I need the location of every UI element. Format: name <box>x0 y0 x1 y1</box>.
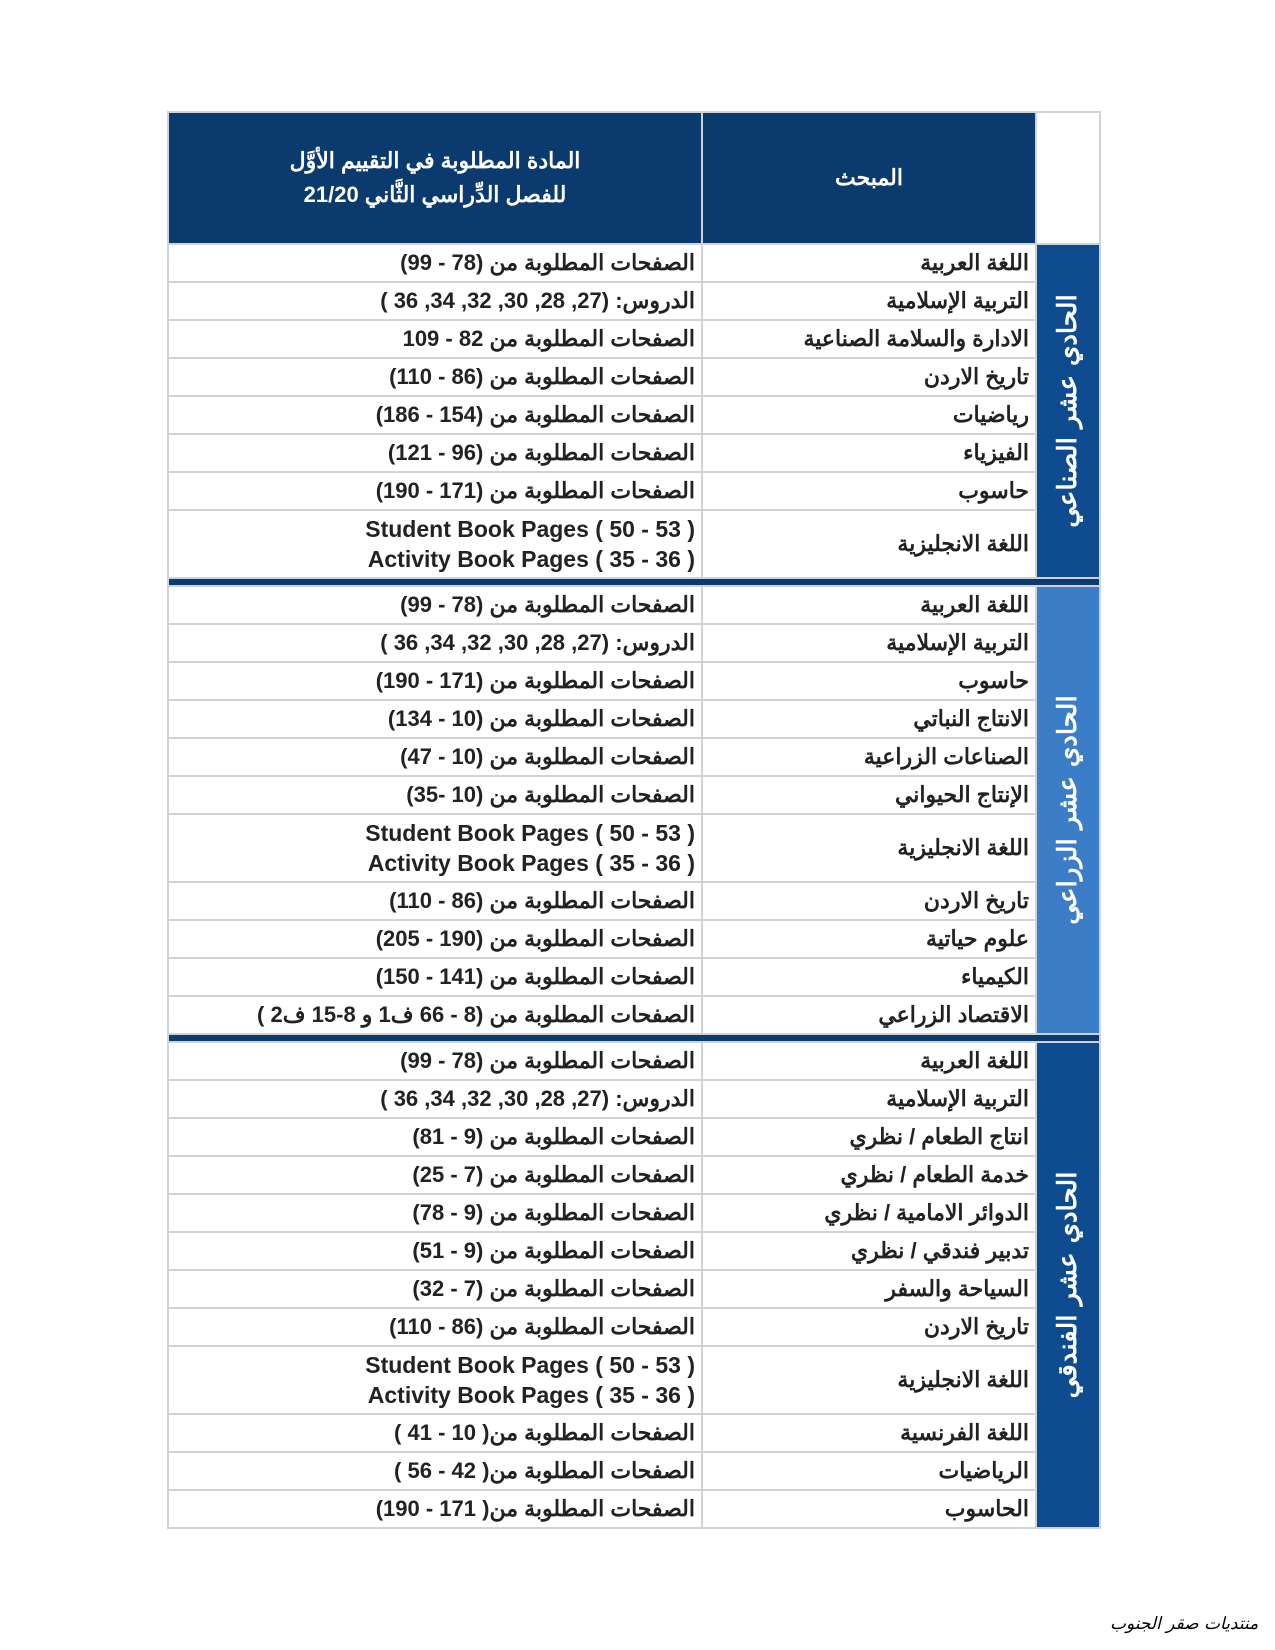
content-cell: الصفحات المطلوبة من (171 - 190) <box>168 472 702 510</box>
content-cell: الصفحات المطلوبة من (86 - 110) <box>168 1308 702 1346</box>
content-cell: الصفحات المطلوبة من (9 - 81) <box>168 1118 702 1156</box>
subject-cell: حاسوب <box>702 662 1036 700</box>
grade-group-cell <box>1036 586 1100 1034</box>
content-cell: الصفحات المطلوبة من (154 - 186) <box>168 396 702 434</box>
content-cell: الدروس: (27, 28, 30, 32, 34, 36 ) <box>168 624 702 662</box>
subject-cell: الكيمياء <box>702 958 1036 996</box>
grade-group-label: الحادي عشر الصناعي <box>1053 294 1083 528</box>
content-cell: الصفحات المطلوبة من (9 - 78) <box>168 1194 702 1232</box>
content-cell: الصفحات المطلوبة من (9 - 51) <box>168 1232 702 1270</box>
grade-group-label: الحادي عشر الفندقي <box>1053 1171 1083 1399</box>
subject-cell: الحاسوب <box>702 1490 1036 1528</box>
content-cell: الصفحات المطلوبة من (190 - 205) <box>168 920 702 958</box>
grade-group-cell <box>1036 1042 1100 1528</box>
table-row <box>168 1156 1100 1194</box>
table-row <box>168 996 1100 1034</box>
content-cell <box>168 510 702 578</box>
header-content-line1: المادة المطلوبة في التقييم الأوَّل <box>289 148 581 173</box>
table-row <box>168 1194 1100 1232</box>
table-row <box>168 1346 1100 1414</box>
table-row <box>168 920 1100 958</box>
english-pages-line: Student Book Pages ( 50 - 53 ) <box>365 516 695 542</box>
subject-cell: رياضيات <box>702 396 1036 434</box>
content-cell <box>168 1346 702 1414</box>
subject-cell: انتاج الطعام / نظري <box>702 1118 1036 1156</box>
subject-cell: تاريخ الاردن <box>702 1308 1036 1346</box>
english-pages-line: Student Book Pages ( 50 - 53 ) <box>365 1352 695 1378</box>
table-row <box>168 244 1100 282</box>
content-cell: الصفحات المطلوبة من (171 - 190) <box>168 662 702 700</box>
subject-cell: حاسوب <box>702 472 1036 510</box>
subject-cell: الرياضيات <box>702 1452 1036 1490</box>
table-row <box>168 1232 1100 1270</box>
content-cell: الصفحات المطلوبة من (8 - 66 ف1 و 8-15 ف2 ) <box>168 996 702 1034</box>
table-row <box>168 662 1100 700</box>
english-pages-line: Activity Book Pages ( 35 - 36 ) <box>367 1382 695 1408</box>
content-cell: الصفحات المطلوبة من 82 - 109 <box>168 320 702 358</box>
subject-cell: التربية الإسلامية <box>702 1080 1036 1118</box>
subject-cell: الفيزياء <box>702 434 1036 472</box>
table-row <box>168 320 1100 358</box>
header-blank-cell <box>1036 112 1100 244</box>
subject-cell: التربية الإسلامية <box>702 624 1036 662</box>
subject-cell: الاقتصاد الزراعي <box>702 996 1036 1034</box>
grade-group-label: الحادي عشر الزراعي <box>1053 695 1083 925</box>
table-row <box>168 882 1100 920</box>
content-cell: الصفحات المطلوبة من (78 - 99) <box>168 1042 702 1080</box>
table-row <box>168 1452 1100 1490</box>
table-row <box>168 510 1100 578</box>
header-subject: المبحث <box>702 112 1036 244</box>
subject-cell: الادارة والسلامة الصناعية <box>702 320 1036 358</box>
table-row <box>168 472 1100 510</box>
subject-cell: اللغة الفرنسية <box>702 1414 1036 1452</box>
content-cell: الصفحات المطلوبة من (10 - 47) <box>168 738 702 776</box>
content-cell: الصفحات المطلوبة من (86 - 110) <box>168 882 702 920</box>
subject-cell: الانتاج النباتي <box>702 700 1036 738</box>
subject-cell: التربية الإسلامية <box>702 282 1036 320</box>
header-row <box>168 112 1100 244</box>
table-row <box>168 358 1100 396</box>
subject-cell: اللغة الانجليزية <box>702 1346 1036 1414</box>
content-cell: الصفحات المطلوبة من (141 - 150) <box>168 958 702 996</box>
content-cell: الصفحات المطلوبة من( 42 - 56 ) <box>168 1452 702 1490</box>
content-cell: الصفحات المطلوبة من (7 - 32) <box>168 1270 702 1308</box>
subject-cell: اللغة العربية <box>702 244 1036 282</box>
table-row <box>168 958 1100 996</box>
separator-bar <box>168 578 1100 586</box>
content-cell: الصفحات المطلوبة من (86 - 110) <box>168 358 702 396</box>
subject-cell: الدوائر الامامية / نظري <box>702 1194 1036 1232</box>
table-row <box>168 1414 1100 1452</box>
subject-cell: السياحة والسفر <box>702 1270 1036 1308</box>
subject-cell: اللغة العربية <box>702 586 1036 624</box>
content-cell: الصفحات المطلوبة من (78 - 99) <box>168 586 702 624</box>
content-cell: الصفحات المطلوبة من( 10 - 41 ) <box>168 1414 702 1452</box>
content-cell: الصفحات المطلوبة من (96 - 121) <box>168 434 702 472</box>
table-row <box>168 1490 1100 1528</box>
english-pages-line: Activity Book Pages ( 35 - 36 ) <box>367 850 695 876</box>
content-cell: الدروس: (27, 28, 30, 32, 34, 36 ) <box>168 282 702 320</box>
group-separator <box>168 578 1100 586</box>
content-cell <box>168 814 702 882</box>
subject-cell: تدبير فندقي / نظري <box>702 1232 1036 1270</box>
content-cell: الصفحات المطلوبة من( 171 - 190) <box>168 1490 702 1528</box>
subject-cell: علوم حياتية <box>702 920 1036 958</box>
table-row <box>168 1118 1100 1156</box>
content-cell: الصفحات المطلوبة من (7 - 25) <box>168 1156 702 1194</box>
table-row <box>168 1042 1100 1080</box>
header-content-line2: للفصل الدِّراسي الثَّاني 21/20 <box>303 182 567 207</box>
table-row <box>168 282 1100 320</box>
assessment-table <box>167 111 1101 1529</box>
forum-watermark: منتديات صقر الجنوب <box>1110 1614 1259 1634</box>
table-row <box>168 700 1100 738</box>
subject-cell: اللغة الانجليزية <box>702 814 1036 882</box>
separator-bar <box>168 1034 1100 1042</box>
table-row <box>168 738 1100 776</box>
content-cell: الصفحات المطلوبة من (10 - 134) <box>168 700 702 738</box>
header-content <box>168 112 702 244</box>
table-row <box>168 586 1100 624</box>
content-cell: الصفحات المطلوبة من (78 - 99) <box>168 244 702 282</box>
table-row <box>168 1308 1100 1346</box>
table-row <box>168 814 1100 882</box>
table-row <box>168 1270 1100 1308</box>
subject-cell: اللغة الانجليزية <box>702 510 1036 578</box>
subject-cell: تاريخ الاردن <box>702 358 1036 396</box>
subject-cell: اللغة العربية <box>702 1042 1036 1080</box>
subject-cell: الإنتاج الحيواني <box>702 776 1036 814</box>
subject-cell: خدمة الطعام / نظري <box>702 1156 1036 1194</box>
english-pages-line: Activity Book Pages ( 35 - 36 ) <box>367 546 695 572</box>
table-row <box>168 624 1100 662</box>
subject-cell: تاريخ الاردن <box>702 882 1036 920</box>
group-separator <box>168 1034 1100 1042</box>
table-row <box>168 396 1100 434</box>
table-row <box>168 776 1100 814</box>
grade-group-cell <box>1036 244 1100 578</box>
table-row <box>168 434 1100 472</box>
content-cell: الصفحات المطلوبة من (10 -35) <box>168 776 702 814</box>
content-cell: الدروس: (27, 28, 30, 32, 34, 36 ) <box>168 1080 702 1118</box>
subject-cell: الصناعات الزراعية <box>702 738 1036 776</box>
english-pages-line: Student Book Pages ( 50 - 53 ) <box>365 820 695 846</box>
table-row <box>168 1080 1100 1118</box>
